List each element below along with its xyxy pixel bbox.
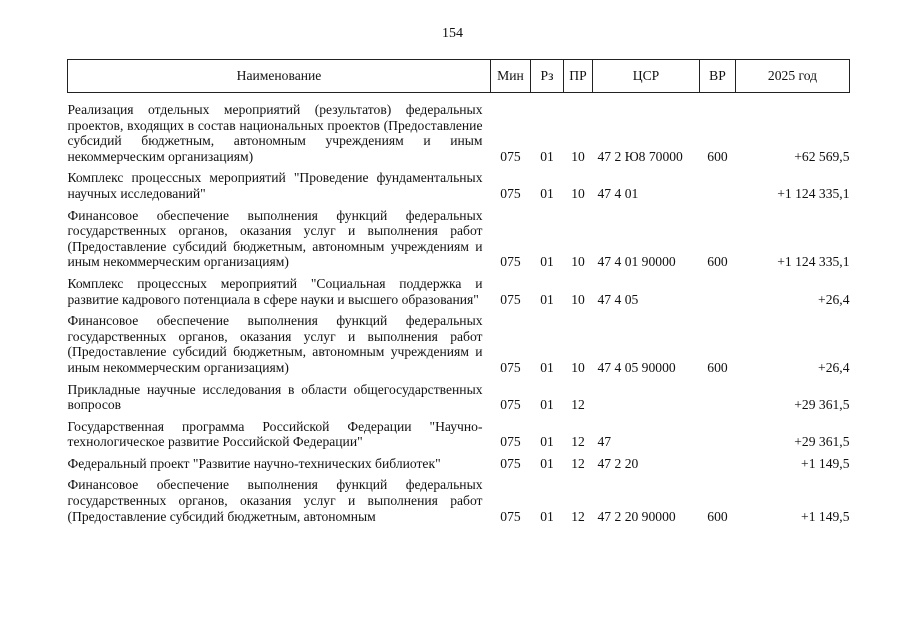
row-min: 075 [500, 508, 521, 524]
header-name: Наименование [68, 60, 491, 93]
row-name: Комплекс процессных мероприятий "Социальная поддержка и развитие кадрового потенциала в сфере науки и высшего образования" [67, 275, 483, 307]
row-rz: 01 [540, 434, 554, 450]
row-vr: 600 [707, 254, 728, 270]
row-name: Комплекс процессных мероприятий "Проведение фундаментальных научных исследований" [67, 170, 483, 201]
row-name: Государственная программа Российской Федерации "Научно-технологическое развитие Российской Федерации" [67, 418, 483, 450]
row-vr [700, 378, 736, 415]
row-rz: 01 [540, 359, 554, 375]
row-year-amount: +1 124 335,1 [777, 185, 850, 201]
page-number: 154 [442, 26, 463, 41]
header-year: 2025 год [736, 60, 850, 93]
row-vr [700, 452, 736, 474]
row-year-amount: +26,4 [818, 359, 850, 375]
row-pr: 12 [571, 397, 585, 413]
row-vr [700, 415, 736, 452]
row-year-amount: +29 361,5 [794, 434, 850, 450]
row-pr: 10 [571, 291, 585, 307]
header-csr: ЦСР [593, 60, 700, 93]
header-pr: ПР [564, 60, 593, 93]
row-pr: 10 [571, 148, 585, 164]
table-header [68, 60, 850, 93]
table-body [68, 93, 850, 527]
table-row [68, 378, 850, 415]
row-csr: 47 4 01 90000 [597, 254, 676, 270]
row-vr: 600 [707, 508, 728, 524]
row-min: 075 [500, 185, 521, 201]
row-rz: 01 [540, 148, 554, 164]
row-pr: 10 [571, 254, 585, 270]
row-min: 075 [500, 291, 521, 307]
row-rz: 01 [540, 455, 554, 471]
table-row [68, 272, 850, 309]
row-csr: 47 [597, 434, 612, 450]
row-csr: 47 2 20 [597, 455, 639, 471]
row-name: Финансовое обеспечение выполнения функций федеральных государственных органов, оказания услуг и выполнения работ (Предоставление субсидий бюджетным, автономным [67, 477, 483, 524]
row-pr: 12 [571, 434, 585, 450]
table-row [68, 309, 850, 377]
row-pr: 10 [571, 359, 585, 375]
budget-table [67, 59, 850, 526]
row-csr: 47 2 Ю8 70000 [597, 148, 683, 164]
table-row [68, 93, 850, 167]
row-rz: 01 [540, 291, 554, 307]
row-year-amount: +26,4 [818, 291, 850, 307]
row-rz: 01 [540, 397, 554, 413]
row-vr: 600 [707, 359, 728, 375]
row-csr: 47 4 05 [597, 291, 639, 307]
row-csr: 47 2 20 90000 [597, 508, 676, 524]
row-vr [700, 272, 736, 309]
row-name: Реализация отдельных мероприятий (результатов) федеральных проектов, входящих в состав национальных проектов (Предоставление субсидий бюджетным, автономным учреждениям и иным некоммерческим организациям) [67, 102, 483, 164]
row-min: 075 [500, 359, 521, 375]
table-row [68, 166, 850, 203]
row-name: Финансовое обеспечение выполнения функций федеральных государственных органов, оказания услуг и выполнения работ (Предоставление субсидий бюджетным, автономным учреждениям и иным некоммерческим организациям) [67, 207, 483, 270]
header-vr: ВР [700, 60, 736, 93]
row-csr: 47 4 05 90000 [597, 359, 676, 375]
row-name: Прикладные научные исследования в области общегосударственных вопросов [67, 381, 483, 413]
header-min: Мин [491, 60, 531, 93]
row-min: 075 [500, 148, 521, 164]
row-rz: 01 [540, 254, 554, 270]
row-name: Федеральный проект "Развитие научно-технических библиотек" [67, 455, 441, 471]
row-pr: 12 [571, 455, 585, 471]
row-csr [593, 378, 700, 415]
row-rz: 01 [540, 508, 554, 524]
row-vr: 600 [707, 148, 728, 164]
header-rz: Рз [531, 60, 564, 93]
row-name: Финансовое обеспечение выполнения функций федеральных государственных органов, оказания услуг и выполнения работ (Предоставление субсидий бюджетным, автономным учреждениям и иным некоммерческим организациям) [67, 313, 483, 375]
table-row [68, 452, 850, 474]
row-year-amount: +29 361,5 [794, 397, 850, 413]
row-year-amount: +1 149,5 [801, 508, 850, 524]
table-row [68, 415, 850, 452]
row-year-amount: +62 569,5 [794, 148, 850, 164]
row-min: 075 [500, 397, 521, 413]
row-rz: 01 [540, 185, 554, 201]
row-min: 075 [500, 434, 521, 450]
row-csr: 47 4 01 [597, 185, 639, 201]
row-pr: 12 [571, 508, 585, 524]
table-row [68, 204, 850, 272]
row-year-amount: +1 149,5 [801, 455, 850, 471]
row-min: 075 [500, 254, 521, 270]
row-pr: 10 [571, 185, 585, 201]
row-min: 075 [500, 455, 521, 471]
row-year-amount: +1 124 335,1 [777, 254, 850, 270]
row-vr [700, 166, 736, 203]
table-row [68, 473, 850, 526]
